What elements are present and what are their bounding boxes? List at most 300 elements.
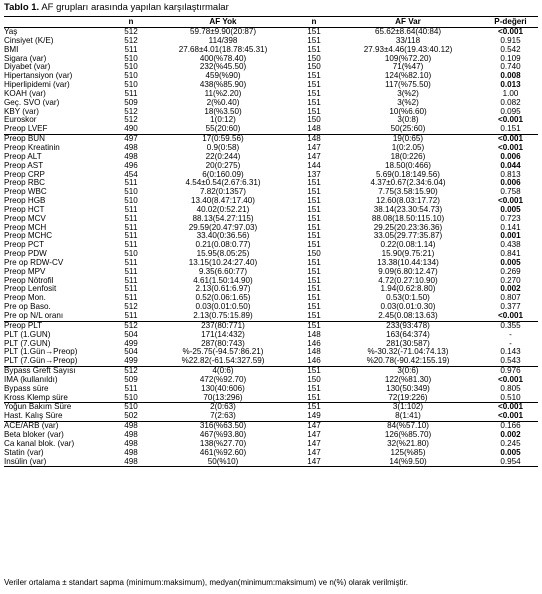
p-value-cell: 0.976 bbox=[483, 367, 538, 376]
table-row bbox=[4, 403, 538, 412]
variable-cell: Preop Nötrofil bbox=[4, 276, 54, 285]
afvar-cell: 3(%2) bbox=[397, 89, 419, 98]
variable-cell: BMI bbox=[4, 45, 19, 54]
table-row bbox=[4, 224, 538, 233]
n-afyok-cell: 511 bbox=[124, 89, 138, 98]
p-value-cell: 0.095 bbox=[500, 107, 521, 116]
n-afvar-cell: 148 bbox=[307, 330, 321, 339]
afvar-cell: 4.72(0.27:10.90) bbox=[378, 276, 438, 285]
p-value-cell: 0.542 bbox=[500, 45, 521, 54]
table-row bbox=[4, 99, 538, 108]
n-afyok-cell: 509 bbox=[124, 375, 138, 384]
p-value-cell: <0.001 bbox=[498, 312, 523, 320]
afyok-cell: 1(0:12) bbox=[210, 116, 236, 125]
afvar-cell: 0.22(0.08:1.14) bbox=[380, 241, 436, 250]
p-value-cell: 0.143 bbox=[500, 348, 521, 357]
variable-cell: Hiperlipidemi (var) bbox=[4, 81, 70, 90]
n-afvar-cell: 151 bbox=[307, 89, 321, 98]
afyok-cell: 138(%27.70) bbox=[199, 439, 247, 448]
afyok-cell: 232(%45.50) bbox=[199, 63, 247, 72]
n-afyok-cell: 504 bbox=[124, 330, 138, 339]
afyok-cell: 88.13(54.27:115) bbox=[192, 214, 254, 223]
p-value-cell: 0.543 bbox=[500, 357, 521, 366]
afvar-cell: 117(%75.50) bbox=[385, 81, 431, 90]
afvar-cell: 33/118 bbox=[395, 36, 421, 45]
variable-cell: Diyabet (var) bbox=[4, 63, 51, 72]
variable-cell: Preop PDW bbox=[4, 250, 47, 259]
table-caption bbox=[4, 2, 229, 14]
n-afyok-cell: 510 bbox=[124, 250, 138, 259]
p-value-cell: 0.166 bbox=[483, 422, 538, 431]
afvar-cell: 33.05(29.77:35.87) bbox=[373, 232, 443, 241]
p-value-cell: 0.013 bbox=[500, 81, 521, 90]
n-afyok-cell: 490 bbox=[124, 125, 138, 134]
p-value-cell: <0.001 bbox=[498, 412, 523, 421]
n-afvar-cell: 151 bbox=[307, 205, 321, 214]
n-afvar-cell: 148 bbox=[295, 135, 333, 144]
afvar-cell: 0.53(0:1.50) bbox=[386, 294, 430, 303]
n-afyok-cell: 511 bbox=[124, 232, 138, 241]
table-row bbox=[4, 108, 538, 117]
afyok-cell: 0.52(0.06:1.65) bbox=[195, 294, 251, 303]
n-afyok-cell: 510 bbox=[111, 403, 151, 412]
n-afyok-cell: 510 bbox=[124, 393, 138, 402]
header-n-afvar: n bbox=[295, 17, 333, 28]
table-row bbox=[4, 153, 538, 162]
p-value-cell: 0.002 bbox=[500, 430, 521, 439]
variable-cell: Preop PLT bbox=[4, 321, 111, 330]
n-afyok-cell: 511 bbox=[124, 267, 138, 276]
afyok-cell: 27.68±4.01(18.78:45.31) bbox=[178, 45, 268, 54]
n-afyok-cell: 498 bbox=[111, 458, 151, 467]
n-afvar-cell: 151 bbox=[307, 45, 321, 54]
variable-cell: Yaş bbox=[4, 27, 18, 36]
p-value-cell: 0.758 bbox=[500, 188, 521, 197]
n-afvar-cell: 151 bbox=[307, 393, 321, 402]
n-afyok-cell: 510 bbox=[124, 188, 138, 197]
n-afyok-cell: 512 bbox=[124, 116, 138, 125]
n-afyok-cell: 499 bbox=[124, 357, 138, 366]
n-afvar-cell: 150 bbox=[307, 250, 321, 259]
afvar-cell: 1.94(0.62:8.80) bbox=[380, 285, 436, 294]
afvar-cell: 8(1:41) bbox=[395, 412, 421, 421]
n-afyok-cell: 454 bbox=[124, 170, 138, 179]
table-row bbox=[4, 357, 538, 366]
p-value-cell: 0.008 bbox=[500, 72, 521, 81]
p-value-cell: 0.355 bbox=[483, 321, 538, 330]
afvar-cell: 130(50:349) bbox=[386, 384, 430, 393]
table-row bbox=[4, 241, 538, 250]
afyok-cell: 6(0:160.09) bbox=[202, 170, 244, 179]
afyok-cell: 287(80:743) bbox=[201, 339, 245, 348]
n-afvar-cell: 151 bbox=[307, 188, 321, 197]
variable-cell: Preop Lenfosit bbox=[4, 285, 57, 294]
table-row bbox=[4, 188, 538, 197]
n-afyok-cell: 511 bbox=[124, 285, 138, 294]
afyok-cell: 130(40:606) bbox=[201, 384, 245, 393]
afyok-cell: 13.15(10.24:27.40) bbox=[188, 258, 258, 267]
variable-cell: Bypass süre bbox=[4, 384, 49, 393]
n-afvar-cell: 151 bbox=[307, 303, 321, 312]
table-row bbox=[4, 412, 538, 421]
table-row bbox=[4, 285, 538, 294]
n-afyok-cell: 511 bbox=[124, 223, 138, 232]
variable-cell: Preop MPV bbox=[4, 267, 46, 276]
afyok-cell: 114/398 bbox=[208, 36, 238, 45]
variable-cell: Preop LVEF bbox=[4, 125, 48, 134]
afvar-cell: 84(%57.10) bbox=[333, 422, 483, 431]
header-afyok: AF Yok bbox=[151, 17, 295, 28]
table-row bbox=[4, 376, 538, 385]
p-value-cell: 0.807 bbox=[500, 294, 521, 303]
afyok-cell: 59.78±9.90(20:87) bbox=[189, 27, 257, 36]
n-afvar-cell: 151 bbox=[307, 98, 321, 107]
n-afvar-cell: 144 bbox=[307, 161, 321, 170]
p-value-cell: - bbox=[509, 330, 512, 339]
variable-cell: Hipertansiyon (var) bbox=[4, 72, 73, 81]
variable-cell: Preop MCHC bbox=[4, 232, 53, 241]
table-row bbox=[4, 37, 538, 46]
variable-cell: PLT (1.GÜN) bbox=[4, 330, 51, 339]
variable-cell: Preop PCT bbox=[4, 241, 45, 250]
table-row bbox=[4, 171, 538, 180]
variable-cell: Pre op RDW-CV bbox=[4, 258, 64, 267]
n-afvar-cell: 151 bbox=[307, 197, 321, 206]
table-row bbox=[4, 81, 538, 90]
table-row bbox=[4, 367, 538, 376]
n-afyok-cell: 497 bbox=[111, 135, 151, 144]
variable-cell: KOAH (var) bbox=[4, 89, 46, 98]
n-afvar-cell: 151 bbox=[307, 267, 321, 276]
variable-cell: Preop BUN bbox=[4, 135, 111, 144]
p-value-cell: 0.813 bbox=[500, 170, 521, 179]
p-value-cell: 0.005 bbox=[500, 205, 521, 214]
p-value-cell: 0.723 bbox=[500, 214, 521, 223]
afvar-cell: 281(30:587) bbox=[386, 339, 430, 348]
p-value-cell: 0.082 bbox=[500, 98, 521, 107]
afyok-cell: 50(%10) bbox=[151, 458, 295, 467]
afyok-cell: 11(%2.20) bbox=[204, 89, 242, 98]
table-row bbox=[4, 46, 538, 55]
n-afvar-cell: 151 bbox=[295, 367, 333, 376]
table-row bbox=[4, 312, 538, 321]
n-afvar-cell: 151 bbox=[307, 312, 321, 320]
comparison-table bbox=[4, 16, 538, 467]
n-afyok-cell: 510 bbox=[124, 54, 138, 63]
afyok-cell: 459(%90) bbox=[205, 72, 241, 81]
p-value-cell: 0.269 bbox=[500, 267, 521, 276]
afvar-cell: 38.14(23.30:54.73) bbox=[373, 205, 443, 214]
p-value-cell: - bbox=[509, 339, 512, 348]
afvar-cell: 7.75(3.58:15.90) bbox=[378, 188, 438, 197]
p-value-cell: 0.006 bbox=[500, 152, 521, 161]
afyok-cell: 237(80:771) bbox=[151, 321, 295, 330]
afvar-cell: 3(1:102) bbox=[333, 403, 483, 412]
afyok-cell: 461(%92.60) bbox=[199, 448, 247, 457]
variable-cell: Preop RBC bbox=[4, 179, 45, 188]
afyok-cell: 0.9(0:58) bbox=[206, 143, 240, 152]
afyok-cell: 467(%93.80) bbox=[199, 430, 247, 439]
n-afyok-cell: 511 bbox=[124, 179, 138, 188]
afyok-cell: 15.95(8.05:25) bbox=[196, 250, 250, 259]
table-row bbox=[4, 449, 538, 458]
afyok-cell: 17(0:59.56) bbox=[151, 135, 295, 144]
n-afyok-cell: 504 bbox=[124, 348, 138, 357]
variable-cell: Preop AST bbox=[4, 161, 44, 170]
variable-cell: Beta bloker (var) bbox=[4, 430, 64, 439]
afyok-cell: 20(0:275) bbox=[205, 161, 241, 170]
n-afyok-cell: 510 bbox=[124, 81, 138, 90]
afvar-cell: 12.60(8.03:17.72) bbox=[376, 197, 440, 206]
header-variable bbox=[4, 17, 111, 28]
table-row bbox=[4, 55, 538, 64]
afvar-cell: 32(%21.80) bbox=[387, 439, 429, 448]
caption-label: Tablo 1. bbox=[4, 2, 40, 13]
n-afyok-cell: 510 bbox=[124, 197, 138, 206]
afvar-cell: 2.45(0.08:13.63) bbox=[378, 312, 438, 320]
afvar-cell: 14(%9.50) bbox=[333, 458, 483, 467]
afvar-cell: 15.90(9.75:21) bbox=[381, 250, 435, 259]
afvar-cell: 88.08(18.50:115.10) bbox=[371, 214, 445, 223]
n-afyok-cell: 502 bbox=[124, 412, 138, 421]
n-afvar-cell: 151 bbox=[307, 72, 321, 81]
n-afvar-cell: 150 bbox=[307, 375, 321, 384]
header-p-value: P-değeri bbox=[483, 17, 538, 28]
variable-cell: Kross Klemp süre bbox=[4, 393, 68, 402]
n-afvar-cell: 150 bbox=[307, 63, 321, 72]
afyok-cell: 472(%92.70) bbox=[199, 375, 247, 384]
n-afyok-cell: 511 bbox=[124, 205, 138, 214]
table-row bbox=[4, 303, 538, 312]
table-footnote: Veriler ortalama ± standart sapma (minimum:maksimum), medyan(minimum:maksimum) ve n(%) olarak verilmiştir. bbox=[4, 578, 409, 587]
afvar-cell: 122(%81.30) bbox=[384, 375, 432, 384]
n-afvar-cell: 151 bbox=[307, 27, 321, 36]
n-afvar-cell: 148 bbox=[307, 348, 321, 357]
n-afvar-cell: 151 bbox=[307, 285, 321, 294]
table-row bbox=[4, 331, 538, 340]
n-afvar-cell: 151 bbox=[307, 384, 321, 393]
p-value-cell: 0.740 bbox=[500, 63, 521, 72]
n-afvar-cell: 151 bbox=[307, 81, 321, 90]
afyok-cell: %22.82(-61.54:327.59) bbox=[181, 357, 265, 366]
n-afyok-cell: 496 bbox=[124, 161, 138, 170]
variable-cell: İMA (kullanıldı) bbox=[4, 375, 58, 384]
p-value-cell: 0.915 bbox=[500, 36, 521, 45]
afyok-cell: 2(0:63) bbox=[151, 403, 295, 412]
afyok-cell: %-25.75(-94.57:86.21) bbox=[182, 348, 264, 357]
table-row bbox=[4, 250, 538, 259]
afyok-cell: 29.59(20.47:97.03) bbox=[188, 223, 258, 232]
p-value-cell: 0.438 bbox=[500, 241, 521, 250]
p-value-cell: 0.109 bbox=[500, 54, 521, 63]
n-afyok-cell: 512 bbox=[124, 36, 138, 45]
variable-cell: Geç. SVO (var) bbox=[4, 98, 60, 107]
n-afvar-cell: 149 bbox=[307, 412, 321, 421]
n-afyok-cell: 498 bbox=[124, 439, 138, 448]
afyok-cell: 70(13:296) bbox=[203, 393, 243, 402]
p-value-cell: <0.001 bbox=[498, 375, 523, 384]
n-afvar-cell: 151 bbox=[307, 214, 321, 223]
table-row bbox=[4, 277, 538, 286]
table-row bbox=[4, 215, 538, 224]
variable-cell: Ca kanal blok. (var) bbox=[4, 439, 75, 448]
table-row bbox=[4, 90, 538, 99]
n-afyok-cell: 511 bbox=[124, 214, 138, 223]
variable-cell: Sigara (var) bbox=[4, 54, 47, 63]
n-afvar-cell: 147 bbox=[307, 439, 321, 448]
afvar-cell: 124(%82.10) bbox=[384, 72, 432, 81]
table-row bbox=[4, 135, 538, 144]
afyok-cell: 9.35(6.60:77) bbox=[198, 267, 248, 276]
variable-cell: Hast. Kalış Süre bbox=[4, 412, 63, 421]
n-afvar-cell: 151 bbox=[307, 276, 321, 285]
n-afvar-cell: 147 bbox=[307, 152, 321, 161]
afyok-cell: 2(%0.40) bbox=[206, 98, 240, 107]
n-afyok-cell: 511 bbox=[124, 312, 138, 320]
n-afyok-cell: 510 bbox=[124, 72, 138, 81]
afvar-cell: %-30.32(-71.04:74.13) bbox=[367, 348, 449, 357]
variable-cell: Preop CRP bbox=[4, 170, 45, 179]
n-afyok-cell: 511 bbox=[124, 241, 138, 250]
afvar-cell: 10(%6.60) bbox=[389, 107, 427, 116]
variable-cell: İnsülin (var) bbox=[4, 458, 111, 467]
p-value-cell: 0.002 bbox=[500, 285, 521, 294]
p-value-cell: 0.270 bbox=[500, 276, 521, 285]
table-row bbox=[4, 431, 538, 440]
afvar-cell: 163(64:374) bbox=[386, 330, 430, 339]
variable-cell: Preop MCH bbox=[4, 223, 47, 232]
table-row bbox=[4, 294, 538, 303]
afyok-cell: 438(%85.90) bbox=[199, 81, 247, 90]
p-value-cell: 0.001 bbox=[500, 232, 521, 241]
n-afvar-cell: 151 bbox=[307, 36, 321, 45]
variable-cell: Preop MCV bbox=[4, 214, 46, 223]
afvar-cell: 1(0:2.05) bbox=[391, 143, 425, 152]
variable-cell: PLT (7.GÜN) bbox=[4, 339, 51, 348]
n-afvar-cell: 137 bbox=[307, 170, 321, 179]
afyok-cell: 40.02(0:52.21) bbox=[196, 205, 250, 214]
n-afvar-cell: 151 bbox=[307, 258, 321, 267]
table-row bbox=[4, 206, 538, 215]
table-row bbox=[4, 28, 538, 37]
p-value-cell: 0.141 bbox=[500, 223, 521, 232]
afyok-cell: 7.82(0:1357) bbox=[200, 188, 246, 197]
variable-cell: Preop Mon. bbox=[4, 294, 46, 303]
p-value-cell: 0.377 bbox=[500, 303, 521, 312]
table-row bbox=[4, 340, 538, 349]
afyok-cell: 2.13(0.75:15.89) bbox=[193, 312, 253, 320]
variable-cell: ACE/ARB (var) bbox=[4, 422, 111, 431]
n-afvar-cell: 147 bbox=[307, 448, 321, 457]
p-value-cell: 0.005 bbox=[500, 258, 521, 267]
table-row bbox=[4, 125, 538, 134]
afvar-cell: 18(0:226) bbox=[390, 152, 426, 161]
afvar-cell: 19(0:65) bbox=[333, 135, 483, 144]
afvar-cell: 71(%47) bbox=[392, 63, 424, 72]
afyok-cell: 316(%63.50) bbox=[151, 422, 295, 431]
n-afvar-cell: 147 bbox=[295, 422, 333, 431]
n-afvar-cell: 151 bbox=[295, 403, 333, 412]
n-afyok-cell: 509 bbox=[124, 98, 138, 107]
afvar-cell: 4.37±0.67(2.34:6.04) bbox=[370, 179, 446, 188]
p-value-cell: <0.001 bbox=[498, 197, 523, 206]
n-afvar-cell: 151 bbox=[307, 107, 321, 116]
afvar-cell: 72(19:226) bbox=[388, 393, 428, 402]
p-value-cell: 0.954 bbox=[483, 458, 538, 467]
afvar-cell: 9.09(6.80:12.47) bbox=[378, 267, 438, 276]
table-row bbox=[4, 458, 538, 467]
n-afvar-cell: 151 bbox=[307, 179, 321, 188]
afvar-cell: 18.50(0:466) bbox=[385, 161, 431, 170]
p-value-cell: 0.805 bbox=[500, 384, 521, 393]
header-row bbox=[4, 17, 538, 28]
n-afyok-cell: 512 bbox=[111, 321, 151, 330]
p-value-cell: <0.001 bbox=[483, 135, 538, 144]
n-afyok-cell: 511 bbox=[124, 384, 138, 393]
variable-cell: Pre op Baso. bbox=[4, 303, 51, 312]
n-afyok-cell: 498 bbox=[124, 152, 138, 161]
afyok-cell: 4.54±0.54(2.67:6.31) bbox=[185, 179, 261, 188]
n-afyok-cell: 498 bbox=[111, 422, 151, 431]
n-afyok-cell: 511 bbox=[124, 276, 138, 285]
n-afvar-cell: 151 bbox=[295, 321, 333, 330]
n-afyok-cell: 511 bbox=[124, 45, 138, 54]
p-value-cell: 0.841 bbox=[500, 250, 521, 259]
n-afyok-cell: 510 bbox=[124, 63, 138, 72]
p-value-cell: 0.006 bbox=[500, 179, 521, 188]
table-row bbox=[4, 385, 538, 394]
table-row bbox=[4, 232, 538, 241]
n-afvar-cell: 151 bbox=[307, 294, 321, 303]
variable-cell: KBY (var) bbox=[4, 107, 39, 116]
table-row bbox=[4, 116, 538, 125]
table-row bbox=[4, 179, 538, 188]
variable-cell: Pre op N/L oranı bbox=[4, 312, 64, 320]
afvar-cell: 3(0:8) bbox=[397, 116, 419, 125]
afvar-cell: 3(0:6) bbox=[333, 367, 483, 376]
n-afvar-cell: 147 bbox=[307, 430, 321, 439]
n-afvar-cell: 147 bbox=[307, 143, 321, 152]
afvar-cell: 27.93±4.46(19.43:40.12) bbox=[363, 45, 453, 54]
afyok-cell: 4.61(1.50:14.90) bbox=[193, 276, 253, 285]
afyok-cell: 400(%78.40) bbox=[199, 54, 247, 63]
variable-cell: Statin (var) bbox=[4, 448, 44, 457]
table-row bbox=[4, 440, 538, 449]
table-row bbox=[4, 321, 538, 330]
p-value-cell: <0.001 bbox=[498, 143, 523, 152]
n-afyok-cell: 498 bbox=[124, 143, 138, 152]
p-value-cell: 1.00 bbox=[502, 89, 519, 98]
afyok-cell: 22(0:244) bbox=[205, 152, 241, 161]
variable-cell: Euroskor bbox=[4, 116, 37, 125]
n-afvar-cell: 147 bbox=[295, 458, 333, 467]
n-afvar-cell: 150 bbox=[307, 54, 321, 63]
afvar-cell: 65.62±8.64(40:84) bbox=[374, 27, 442, 36]
afvar-cell: 126(%85.70) bbox=[384, 430, 432, 439]
header-afvar: AF Var bbox=[333, 17, 483, 28]
n-afyok-cell: 499 bbox=[124, 339, 138, 348]
afyok-cell: 2.13(0.61:6.97) bbox=[195, 285, 251, 294]
table-row bbox=[4, 144, 538, 153]
n-afyok-cell: 512 bbox=[124, 27, 138, 36]
n-afvar-cell: 150 bbox=[307, 116, 321, 125]
variable-cell: Preop WBC bbox=[4, 188, 47, 197]
afvar-cell: 5.69(0.18:149.56) bbox=[376, 170, 440, 179]
afyok-cell: 171(14:432) bbox=[201, 330, 245, 339]
n-afyok-cell: 511 bbox=[124, 258, 138, 267]
table-row bbox=[4, 348, 538, 357]
p-value-cell: <0.001 bbox=[483, 403, 538, 412]
